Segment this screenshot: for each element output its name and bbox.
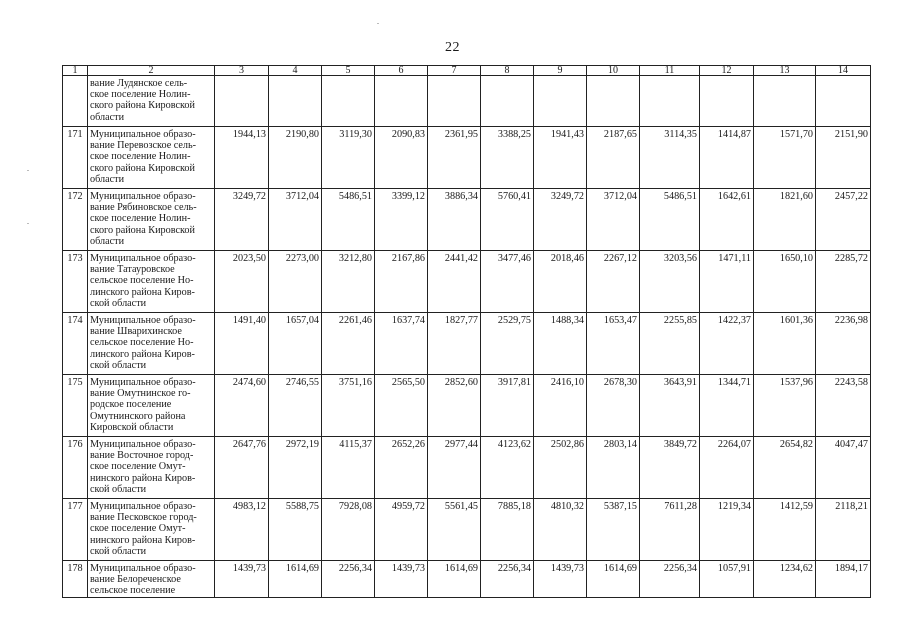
value-cell: 4810,32	[534, 499, 587, 561]
value-cell: 1422,37	[700, 313, 754, 375]
value-cell: 3917,81	[481, 375, 534, 437]
value-cell: 2261,46	[322, 313, 375, 375]
value-cell: 1614,69	[587, 561, 640, 598]
municipality-name-line: Муниципальное образо-	[90, 377, 196, 388]
value-cell: 2273,00	[269, 251, 322, 313]
value-cell: 2647,76	[215, 437, 269, 499]
municipality-name-line: вание Перевозское сель-	[90, 140, 197, 152]
municipality-name-line: области	[90, 173, 125, 185]
municipality-name	[88, 251, 215, 313]
value-cell: 2285,72	[816, 251, 871, 313]
value-cell: 2243,58	[816, 375, 871, 437]
municipality-name-line: Муниципальное образо-	[90, 439, 196, 450]
value-cell: 1821,60	[754, 189, 816, 251]
value-cell: 2236,98	[816, 313, 871, 375]
value-cell: 3712,04	[587, 189, 640, 251]
column-header: 9	[534, 66, 587, 76]
value-cell: 2167,86	[375, 251, 428, 313]
column-header: 11	[640, 66, 700, 76]
value-cell: 1537,96	[754, 375, 816, 437]
municipality-name-line: ского района Кировской	[90, 224, 195, 236]
value-cell: 2256,34	[640, 561, 700, 598]
value-cell: 1827,77	[428, 313, 481, 375]
value-cell	[754, 76, 816, 127]
municipality-name-line: вание Шварихинское	[90, 326, 182, 338]
row-number: 173	[63, 251, 88, 313]
municipality-name	[88, 313, 215, 375]
value-cell: 2972,19	[269, 437, 322, 499]
column-header: 8	[481, 66, 534, 76]
scan-speck	[27, 223, 29, 224]
municipality-name	[88, 561, 215, 598]
value-cell: 2267,12	[587, 251, 640, 313]
municipality-name-line: области	[90, 235, 125, 247]
value-cell: 2502,86	[534, 437, 587, 499]
table-row	[63, 127, 871, 189]
municipality-name-line: ского района Кировской	[90, 100, 195, 112]
column-header: 2	[88, 66, 215, 76]
municipality-name-line: сельское поселение Но-	[90, 275, 194, 287]
value-cell: 4115,37	[322, 437, 375, 499]
scan-speck	[377, 23, 379, 24]
value-cell: 2652,26	[375, 437, 428, 499]
value-cell: 1234,62	[754, 561, 816, 598]
column-header: 1	[63, 66, 88, 76]
value-cell: 3114,35	[640, 127, 700, 189]
value-cell: 1414,87	[700, 127, 754, 189]
value-cell	[587, 76, 640, 127]
value-cell: 2256,34	[322, 561, 375, 598]
municipality-name-line: нинского района Киров-	[90, 472, 196, 484]
row-number: 171	[63, 127, 88, 189]
value-cell: 2090,83	[375, 127, 428, 189]
value-cell	[375, 76, 428, 127]
table-row	[63, 251, 871, 313]
table-row	[63, 375, 871, 437]
municipality-name-line: нинского района Киров-	[90, 534, 196, 546]
value-cell: 3249,72	[215, 189, 269, 251]
municipality-name-line: ское поселение Омут-	[90, 461, 186, 473]
table-row	[63, 561, 871, 598]
value-cell: 5387,15	[587, 499, 640, 561]
value-cell: 3643,91	[640, 375, 700, 437]
row-number: 177	[63, 499, 88, 561]
municipality-name	[88, 127, 215, 189]
table-body	[63, 76, 871, 598]
value-cell: 7611,28	[640, 499, 700, 561]
value-cell: 4123,62	[481, 437, 534, 499]
municipality-name-line: вание Восточное город-	[90, 450, 194, 462]
column-header: 5	[322, 66, 375, 76]
column-header: 10	[587, 66, 640, 76]
table-row	[63, 313, 871, 375]
value-cell: 2416,10	[534, 375, 587, 437]
value-cell: 2852,60	[428, 375, 481, 437]
value-cell: 3119,30	[322, 127, 375, 189]
data-table	[62, 65, 871, 598]
value-cell: 1219,34	[700, 499, 754, 561]
row-number: 174	[63, 313, 88, 375]
municipality-name-line: ской области	[90, 483, 147, 495]
value-cell: 1601,36	[754, 313, 816, 375]
page-number: 22	[445, 40, 460, 55]
value-cell: 2187,65	[587, 127, 640, 189]
municipality-name-line: Муниципальное образо-	[90, 253, 196, 264]
municipality-name-line: вание Рябиновское сель-	[90, 202, 197, 214]
value-cell: 5486,51	[322, 189, 375, 251]
value-cell: 1571,70	[754, 127, 816, 189]
value-cell: 2023,50	[215, 251, 269, 313]
municipality-name-line: Муниципальное образо-	[90, 191, 196, 202]
value-cell	[700, 76, 754, 127]
value-cell: 2654,82	[754, 437, 816, 499]
municipality-name-line: ской области	[90, 297, 147, 309]
table-row	[63, 437, 871, 499]
value-cell	[322, 76, 375, 127]
value-cell: 1412,59	[754, 499, 816, 561]
value-cell: 2018,46	[534, 251, 587, 313]
column-header: 6	[375, 66, 428, 76]
value-cell: 1439,73	[375, 561, 428, 598]
table-row	[63, 499, 871, 561]
value-cell: 2746,55	[269, 375, 322, 437]
value-cell: 2474,60	[215, 375, 269, 437]
municipality-name	[88, 499, 215, 561]
row-number	[63, 76, 88, 127]
column-header: 3	[215, 66, 269, 76]
municipality-name-line: вание Омутнинское го-	[90, 388, 191, 400]
municipality-name-line: линского района Киров-	[90, 286, 195, 298]
value-cell: 5760,41	[481, 189, 534, 251]
row-number: 175	[63, 375, 88, 437]
value-cell: 1488,34	[534, 313, 587, 375]
value-cell: 2977,44	[428, 437, 481, 499]
value-cell: 2151,90	[816, 127, 871, 189]
column-header: 12	[700, 66, 754, 76]
value-cell: 2190,80	[269, 127, 322, 189]
value-cell: 2256,34	[481, 561, 534, 598]
value-cell: 2457,22	[816, 189, 871, 251]
value-cell: 1614,69	[428, 561, 481, 598]
value-cell: 1944,13	[215, 127, 269, 189]
value-cell: 1439,73	[215, 561, 269, 598]
municipality-name-line: линского района Киров-	[90, 348, 195, 360]
value-cell	[428, 76, 481, 127]
municipality-name	[88, 76, 215, 127]
municipality-name-line: Муниципальное образо-	[90, 129, 196, 140]
municipality-name-line: Муниципальное образо-	[90, 501, 196, 512]
row-number: 176	[63, 437, 88, 499]
value-cell: 3849,72	[640, 437, 700, 499]
value-cell	[481, 76, 534, 127]
value-cell: 1439,73	[534, 561, 587, 598]
value-cell: 1637,74	[375, 313, 428, 375]
value-cell: 1057,91	[700, 561, 754, 598]
value-cell: 3212,80	[322, 251, 375, 313]
table-row	[63, 189, 871, 251]
value-cell: 2118,21	[816, 499, 871, 561]
value-cell: 4983,12	[215, 499, 269, 561]
column-header: 13	[754, 66, 816, 76]
municipality-name-line: ское поселение Нолин-	[90, 151, 191, 163]
value-cell: 2441,42	[428, 251, 481, 313]
scan-speck	[27, 170, 29, 171]
table-row	[63, 76, 871, 127]
municipality-name-line: родское поселение	[90, 399, 172, 411]
value-cell: 2361,95	[428, 127, 481, 189]
value-cell: 1650,10	[754, 251, 816, 313]
municipality-name-line: ского района Кировской	[90, 162, 195, 174]
value-cell: 7885,18	[481, 499, 534, 561]
value-cell	[215, 76, 269, 127]
value-cell: 3712,04	[269, 189, 322, 251]
value-cell: 3399,12	[375, 189, 428, 251]
value-cell: 1614,69	[269, 561, 322, 598]
value-cell: 4047,47	[816, 437, 871, 499]
value-cell: 2264,07	[700, 437, 754, 499]
municipality-name-line: Муниципальное образо-	[90, 315, 196, 326]
column-header: 7	[428, 66, 481, 76]
value-cell: 3203,56	[640, 251, 700, 313]
header-row	[63, 66, 871, 76]
municipality-name-line: ской области	[90, 359, 147, 371]
value-cell: 1344,71	[700, 375, 754, 437]
value-cell: 1642,61	[700, 189, 754, 251]
value-cell: 7928,08	[322, 499, 375, 561]
municipality-name	[88, 375, 215, 437]
municipality-name-line: сельское поселение Но-	[90, 337, 194, 349]
row-number: 178	[63, 561, 88, 598]
value-cell: 2803,14	[587, 437, 640, 499]
value-cell	[640, 76, 700, 127]
value-cell: 3751,16	[322, 375, 375, 437]
value-cell: 1657,04	[269, 313, 322, 375]
value-cell: 1894,17	[816, 561, 871, 598]
municipality-name-line: Омутнинского района	[90, 410, 186, 422]
value-cell: 2529,75	[481, 313, 534, 375]
municipality-name-line: вание Лудянское сель-	[90, 78, 188, 89]
row-number: 172	[63, 189, 88, 251]
column-header: 4	[269, 66, 322, 76]
value-cell: 2255,85	[640, 313, 700, 375]
value-cell: 3886,34	[428, 189, 481, 251]
municipality-name-line: вание Белореченское	[90, 574, 181, 586]
value-cell: 2565,50	[375, 375, 428, 437]
value-cell: 1471,11	[700, 251, 754, 313]
value-cell: 5561,45	[428, 499, 481, 561]
value-cell: 1653,47	[587, 313, 640, 375]
value-cell: 5486,51	[640, 189, 700, 251]
municipality-name-line: ской области	[90, 545, 147, 557]
municipality-name-line: сельское поселение	[90, 585, 176, 597]
municipality-name	[88, 437, 215, 499]
value-cell: 3477,46	[481, 251, 534, 313]
value-cell: 5588,75	[269, 499, 322, 561]
value-cell: 1491,40	[215, 313, 269, 375]
municipality-name-line: вание Татауровское	[90, 264, 175, 276]
value-cell	[534, 76, 587, 127]
value-cell: 4959,72	[375, 499, 428, 561]
municipality-name-line: ское поселение Нолин-	[90, 213, 191, 225]
value-cell: 3388,25	[481, 127, 534, 189]
value-cell	[269, 76, 322, 127]
value-cell	[816, 76, 871, 127]
municipality-name-line: Кировской области	[90, 421, 174, 433]
municipality-name-line: ское поселение Омут-	[90, 523, 186, 535]
municipality-name-line: ское поселение Нолин-	[90, 89, 191, 101]
municipality-name-line: Муниципальное образо-	[90, 563, 196, 574]
municipality-name-line: области	[90, 111, 125, 123]
municipality-name-line: вание Песковское город-	[90, 512, 197, 524]
column-header: 14	[816, 66, 871, 76]
value-cell: 3249,72	[534, 189, 587, 251]
value-cell: 1941,43	[534, 127, 587, 189]
municipality-name	[88, 189, 215, 251]
value-cell: 2678,30	[587, 375, 640, 437]
